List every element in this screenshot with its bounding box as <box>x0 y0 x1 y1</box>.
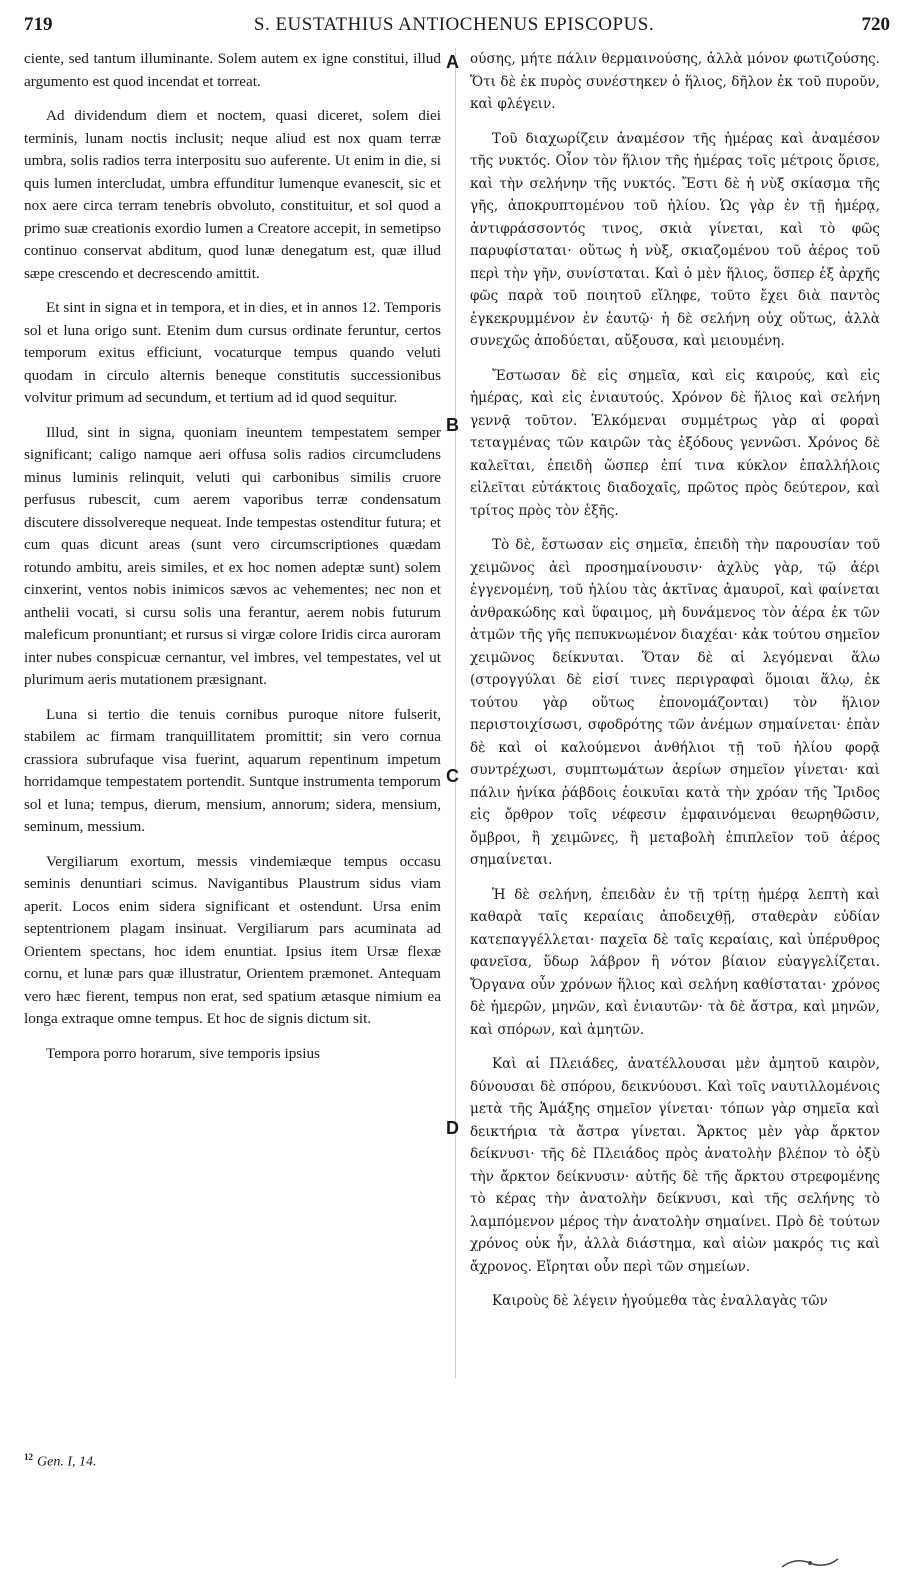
greek-paragraph: Ἔστωσαν δὲ εἰς σημεῖα, καὶ εἰς καιρούς, καὶ εἰς ἡμέρας, καὶ εἰς ἐνιαυτούς. Χρόνον δὲ ἥλιος καὶ σελήνη γεννᾷ τοῦτον. Ἑλκόμεναι συμμέτρως γὰρ αἱ φοραὶ τεταγμένας τῶν καιρῶν τὰς ἐξόδους γεννῶσι. Χρόνος δὲ καλεῖται, ἐπειδὴ ὥσπερ ἐπί τινα κύκλον ἐπαλλήλοις εἰλεῖται εὐτάκτοις διαδοχαῖς, πρῶτος πρὸς δεύτερον, καὶ τρίτος πρὸς τὸν ἑξῆς. <box>470 367 880 519</box>
margin-letter-a: A <box>446 52 459 72</box>
column-divider <box>455 48 456 1378</box>
latin-paragraph: Et sint in signa et in tempora, et in dies, et in annos 12. Temporis sol et luna origo sunt. Etenim dum cursus ordinate feruntur, certos temporum exitus efficiunt, vocaturque tempus quando veluti quodam in circulo alternis beneque constitutis successionibus volvitur primum ad secundum, et tertium ad id quod sequitur. <box>24 299 441 406</box>
latin-paragraph: Tempora porro horarum, sive temporis ipsius <box>46 1044 320 1062</box>
footnote-number: 12 <box>24 1452 33 1462</box>
latin-paragraph: Luna si tertio die tenuis cornibus puroque nitore fulserit, stabilem ac firmam tranquillitatem promittit; sin vero cornua crassiora subrufaque visa fuerint, aquarum repentinum impetum horridamque tempestatem portendit. Suntque instrumenta temporum sol et luna; tempus, dierum, mensium, annorum; sidera, mensium, seminum, messium. <box>24 705 441 835</box>
latin-paragraph: Illud, sint in signa, quoniam ineuntem tempestatem semper significant; caligo namque aeri offusa solis radios circumcludens minus luminis relinquit, veluti qui carbonibus similis cruore perfusus rubescit, cum aerem vaporibus terræ condensatum discutere dissolvereque nequeat. Inde tempestas ostenditur futura; et cum quas dicunt areas (sunt vero circumscriptiones quædam rotundo ambitu, areis similes, et ex hoc nomen adeptæ sunt) solem cinxerint, ventos nobis inimicos sævos ac vehementes; nec non et anthelii vocati, si cursu solis una ferantur, aerem nobis futurum maleficum pronuntiant; et rursus si virgæ colore Iridis circa auroram inter nubes conspicuæ cernantur, vel imbres, vel tempestates, vel ut plurimum aeris mutationem præsignant. <box>24 423 441 688</box>
greek-paragraph: Ἡ δὲ σελήνη, ἐπειδὰν ἐν τῇ τρίτῃ ἡμέρᾳ λεπτὴ καὶ καθαρὰ ταῖς κεραίαις ἀποδειχθῇ, σταθερὰν εὐδίαν κατεπαγγέλλεται· παχεῖα δὲ ταῖς κεραίαις, καὶ ὑπέρυθρος φανεῖσα, ὕδωρ λάβρον ἢ νότον βίαιον εὐαγγελίζεται. Ὄργανα οὖν χρόνων ἥλιος καὶ σελήνη καθίσταται· χρόνος δὲ ἡμερῶν, μηνῶν, καὶ ἐνιαυτῶν· τὰ δὲ ἄστρα, καὶ μηνῶν, καὶ σπόρων, καὶ ἀμητῶν. <box>470 886 880 1038</box>
ornament-icon <box>780 1555 840 1569</box>
latin-column <box>24 48 441 1077</box>
page-header <box>0 0 908 42</box>
latin-paragraph: Vergiliarum exortum, messis vindemiæque tempus occasu seminis denuntiari scimus. Navigantibus Plaustrum sidus viam aperit. Locos enim sidera significant et ostendunt. Ursa enim septentrionem plagam insinuat. Vergiliarum pars acuminata ad Orientem spectans, hoc idem enuntiat. Ipsius item Ursæ flexæ cornu, et lunæ pars quæ illustratur, Orientem præmonet. Antequam vero hæc fierent, tempus non erat, sed spatium ætasque nimium ea longa extraque omne tempus. Et hoc de signis dictum sit. <box>24 852 441 1027</box>
greek-paragraph: Καιροὺς δὲ λέγειν ἡγούμεθα τὰς ἐναλλαγὰς τῶν <box>492 1293 828 1309</box>
running-title: S. EUSTATHIUS ANTIOCHENUS EPISCOPUS. <box>253 14 655 35</box>
greek-column <box>470 48 880 1325</box>
footnote <box>24 1452 97 1471</box>
left-page-number: 719 <box>24 14 53 35</box>
margin-letter-c: C <box>446 766 459 786</box>
margin-letter-d: D <box>446 1118 459 1138</box>
footnote-text: Gen. I, 14. <box>37 1454 97 1470</box>
latin-paragraph: Ad dividendum diem et noctem, quasi diceret, solem diei terminis, lunam noctis inclusit; neque aliud est nox quam terræ umbra, solis radios terra interpositu suo auferente. Ut enim in die, si quis lumen intercludat, umbra effunditur lumenque evanescit, sic et nox aere circa terram tenebris obvoluto, constituitur, et sol quod a primo suæ creationis exordio lumen a Creatore accepit, in semetipso continuo conservat abditum, quod lunæ denegatum est, quæ illud sæpe crescendo et decrescendo amittit. <box>24 107 441 282</box>
margin-letter-b: B <box>446 415 459 435</box>
greek-paragraph: Καὶ αἱ Πλειάδες, ἀνατέλλουσαι μὲν ἀμητοῦ καιρὸν, δύνουσαι δὲ σπόρου, δεικνύουσι. Καὶ τοῖς ναυτιλλομένοις μετὰ τῆς Ἁμάξης σημεῖον γίνεται· τόπων γὰρ σημεῖα καὶ δεικτήρια τὰ ἄστρα γίνεται. Ἄρκτος μὲν γὰρ ἄρκτον δείκνυσι· τῆς δὲ Πλειάδος πρὸς ἀνατολὴν βλέπον τὸ ὀξὺ τὴν ἄρκτον δείκνυσιν· αὐτῆς δὲ τῆς ἄρκτου στρεφομένης τὸ κέρας τὴν ἀνατολὴν δείκνυσι, καὶ τῆς σελήνης τὸ λαμπόμενον μέρος τὴν ἀνατολὴν σημαίνει. Πρὸ δὲ τούτων χρόνος οὐκ ἦν, ἀλλὰ διάστημα, καὶ αἰὼν μακρός τις καὶ ἄχρονος. Εἴρηται οὖν περὶ τῶν σημείων. <box>470 1056 880 1275</box>
greek-paragraph: Τὸ δὲ, ἔστωσαν εἰς σημεῖα, ἐπειδὴ τὴν παρουσίαν τοῦ χειμῶνος ἀεὶ προσημαίνουσιν· ἀχλὺς γὰρ, τῷ ἀέρι ἐγγενομένη, τοῦ ἡλίου τὰς ἀκτῖνας ἀμαυροῖ, καὶ φαίνεται ἀνθρακώδης καὶ ὕφαιμος, μὴ δυνάμενος τὸν ἀέρα ἐκ τῶν ἀτμῶν τῆς γῆς πεπυκνωμένον διαχέαι· κἀκ τούτου σημεῖον χειμῶνος δείκνυται. Ὅταν δὲ αἱ λεγόμεναι ἅλω (στρογγύλαι δὲ εἰσί τινες περιγραφαὶ ὅμοιαι ἅλῳ, ἐκ τούτου γὰρ οὕτως ἐπονομάζονται) τὸν ἥλιον περιστοιχίσωσι, σφοδρότης τῶν ἀνέμων σημαίνεται· ἐπὰν δὲ καὶ οἱ καλούμενοι ἀνθήλιοι τῇ τοῦ ἡλίου φορᾷ συντρέχωσι, συμπτωμάτων ἀερίων σημεῖον γίνεται· καὶ πάλιν ἡνίκα ῥάβδοις ἐοικυῖαι κατὰ τὴν χρόαν τῆς Ἴριδος εἰς ὄρθρον τοῖς νέφεσιν ἐμφαινόμεναι θεωρηθῶσιν, ὄμβροι, ἢ χειμῶνες, ἢ μεταβολὴ ἐπιπλεῖον τοῦ ἀέρος σημαίνεται. <box>470 537 880 868</box>
greek-paragraph: Τοῦ διαχωρίζειν ἀναμέσον τῆς ἡμέρας καὶ ἀναμέσον τῆς νυκτός. Οἷον τὸν ἥλιον τῆς ἡμέρας τοῖς μέτροις ὅρισε, καὶ τὴν σελήνην τῆς νυκτός. Ἔστι δὲ ἡ νὺξ σκίασμα τῆς γῆς, ἀποκρυπτομένου τοῦ ἡλίου. Ὡς γὰρ ἐν τῇ ἡμέρᾳ, ἀντιφράσσοντός τινος, σκιὰ γίνεται, καὶ τὸ φῶς παρυφίσταται· οὕτως ἡ νὺξ, σκιαζομένου τοῦ ἀέρος τοῦ περὶ τὴν γῆν, συνίσταται. Καὶ ὁ μὲν ἥλιος, ὅσπερ ἐξ ἀρχῆς φῶς παρὰ τοῦ ποιητοῦ εἴληφε, τοῦτο ἔχει διὰ παντὸς ἐγκεκρυμμένον ἐν ἑαυτῷ· ἡ δὲ σελήνη οὐχ οὕτως, ἀλλὰ συνεχῶς ἀποδύεται, αὔξουσα, καὶ μειουμένη. <box>470 130 880 349</box>
latin-paragraph: ciente, sed tantum illuminante. Solem autem ex igne constitui, illud argumento est quod incendat et torreat. <box>24 50 441 90</box>
right-page-number: 720 <box>861 14 890 35</box>
greek-paragraph: ούσης, μήτε πάλιν θερμαινούσης, ἀλλὰ μόνον φωτιζούσης. Ὅτι δὲ ἐκ πυρὸς συνέστηκεν ὁ ἥλιος, δῆλον ἐκ τοῦ πυροῦν, καὶ φλέγειν. <box>470 51 880 112</box>
